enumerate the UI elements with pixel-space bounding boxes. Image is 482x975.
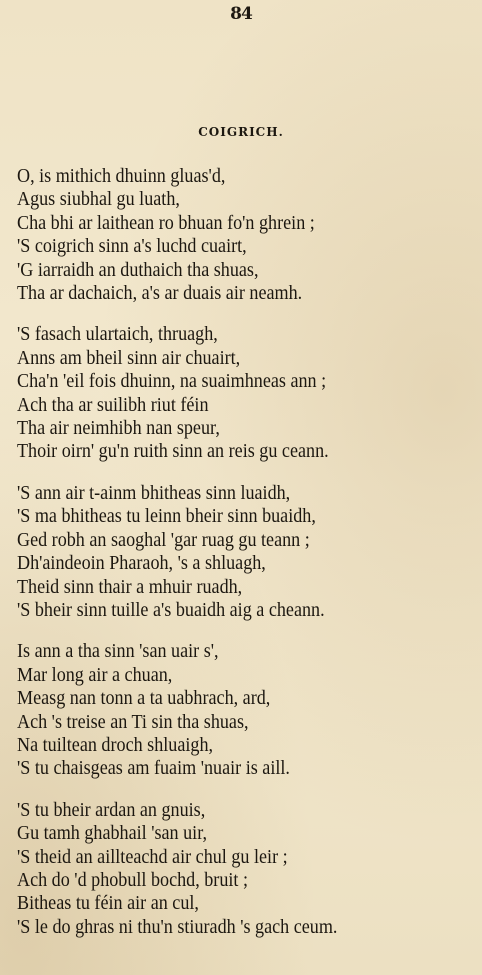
poem-line: Theid sinn thair a mhuir ruadh,: [17, 575, 243, 598]
page-number: 84: [230, 4, 252, 24]
poem-line: Measg nan tonn a ta uabhrach, ard,: [17, 687, 271, 710]
poem-line: 'S theid an aillteachd air chul gu leir ;: [17, 845, 288, 868]
poem-line: Thoir oirn' gu'n ruith sinn an reis gu ceann.: [17, 440, 329, 463]
poem-line: 'S ann air t-ainm bhitheas sinn luaidh,: [17, 481, 291, 504]
poem-line: Bitheas tu féin air an cul,: [17, 892, 199, 915]
poem-line: Mar long air a chuan,: [17, 663, 173, 686]
poem-line: Ach tha ar suilibh riut féin: [17, 393, 209, 416]
stanza-5: [17, 799, 477, 939]
poem-line: O, is mithich dhuinn gluas'd,: [17, 165, 226, 187]
poem-line: Na tuiltean droch shluaigh,: [17, 733, 214, 756]
stanza-2: [17, 323, 477, 463]
poem-line: Ach do 'd phobull bochd, bruit ;: [17, 868, 249, 891]
poem-line: Anns am bheil sinn air chuairt,: [17, 346, 241, 369]
poem-body: [17, 165, 477, 957]
stanza-4: [17, 640, 477, 780]
poem-line: Dh'aindeoin Pharaoh, 's a shluagh,: [17, 552, 266, 575]
poem-line: 'S bheir sinn tuille a's buaidh aig a cheann.: [17, 598, 325, 621]
poem-title: COIGRICH.: [198, 125, 284, 139]
poem-line: 'S fasach ulartaich, thruagh,: [17, 323, 218, 346]
poem-line: Ged robh an saoghal 'gar ruag gu teann ;: [17, 528, 310, 551]
poem-line: Cha'n 'eil fois dhuinn, na suaimhneas ann ;: [17, 370, 327, 393]
stanza-3: [17, 482, 477, 622]
poem-line: Agus siubhal gu luath,: [17, 188, 180, 211]
poem-line: 'S tu chaisgeas am fuaim 'nuair is aill.: [17, 757, 290, 780]
poem-line: Cha bhi ar laithean ro bhuan fo'n ghrein ;: [17, 211, 315, 234]
stanza-1: [17, 165, 477, 305]
poem-line: 'S ma bhitheas tu leinn bheir sinn buaidh,: [17, 505, 316, 528]
poem-line: 'G iarraidh an duthaich tha shuas,: [17, 258, 259, 281]
poem-line: 'S coigrich sinn a's luchd cuairt,: [17, 235, 247, 258]
poem-line: Gu tamh ghabhail 'san uir,: [17, 822, 208, 845]
poem-line: Ach 's treise an Ti sin tha shuas,: [17, 710, 249, 733]
poem-line: 'S le do ghras ni thu'n stiuradh 's gach ceum.: [17, 915, 338, 938]
poem-line: Tha ar dachaich, a's ar duais air neamh.: [17, 282, 303, 305]
poem-line: Is ann a tha sinn 'san uair s',: [17, 640, 219, 663]
poem-line: 'S tu bheir ardan an gnuis,: [17, 798, 206, 821]
poem-line: Tha air neimhibh nan speur,: [17, 417, 220, 440]
